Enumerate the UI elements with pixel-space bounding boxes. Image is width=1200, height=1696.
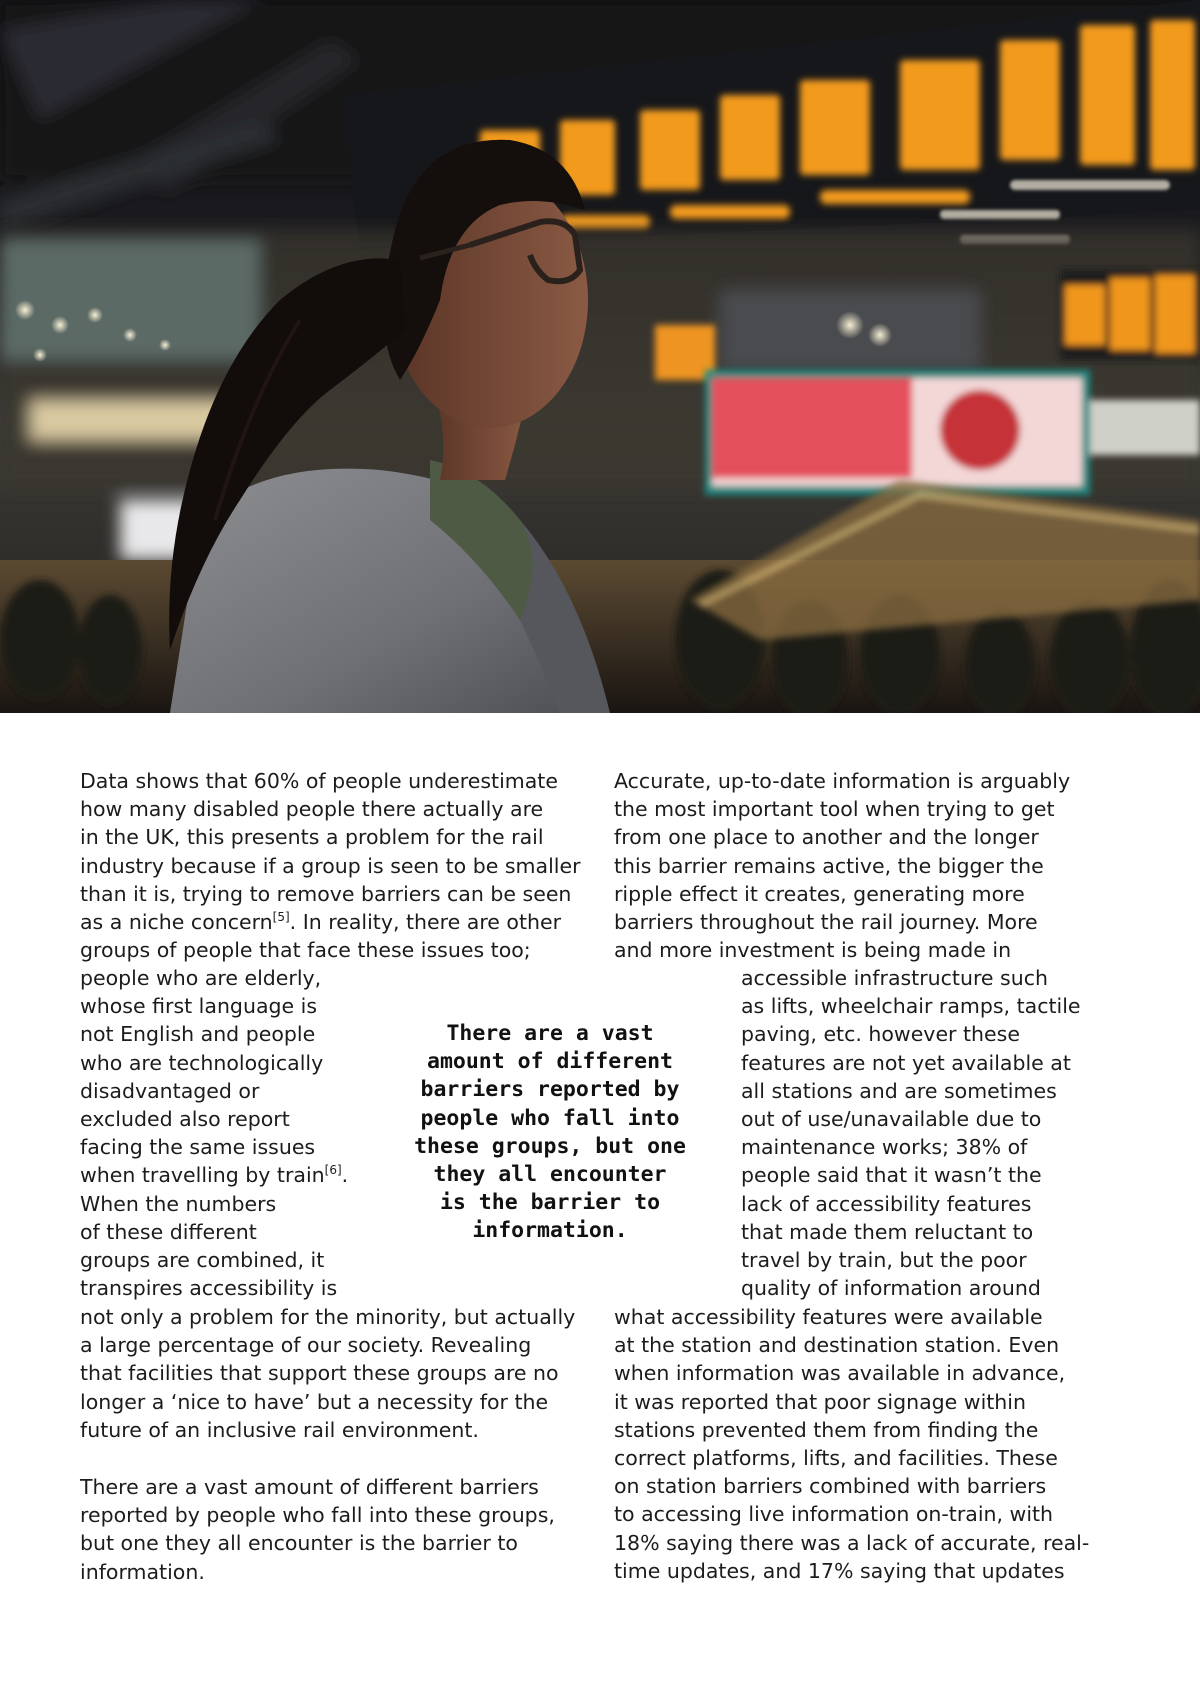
- footnote-ref-5: [5]: [272, 910, 290, 925]
- pull-quote: There are a vast amount of different barriers reported by people who fall into these groups, but one they all encounter is the barrier to information.: [414, 1021, 686, 1244]
- left-column-paragraph-1-end: not only a problem for the minority, but actually a large percentage of our society. Revealing that facilities that support these groups are no longer a ‘nice to have’ but a necessity for the future of an inclusive rail environment.: [80, 1305, 576, 1442]
- footnote-ref-6: [6]: [324, 1163, 342, 1178]
- right-column-paragraph-top: Accurate, up-to-date information is arguably the most important tool when trying to get from one place to another and the longer this barrier remains active, the bigger the ripple effect it creates, generating more barriers throughout the rail journey. More and more investment is being made in: [614, 769, 1071, 963]
- right-column-wrap-text: accessible infrastructure such as lifts, wheelchair ramps, tactile paving, etc. however these features are not yet available at all stations and are sometimes out of use/unavailable due to maintenance works; 38% of people said that it wasn’t the lack of accessibility features that made them reluctant to travel by train, but the poor quality of information around: [741, 966, 1081, 1301]
- hero-illustration: [0, 0, 1200, 713]
- right-column-paragraph-bottom: what accessibility features were available at the station and destination station. Even when information was available in advance, it was reported that poor signage within stations prevented them from finding the correct platforms, lifts, and facilities. These on station barriers combined with barriers to accessing live information on-train, with 18% saying there was a lack of accurate, real- time updates, and 17% saying that updates: [614, 1305, 1090, 1583]
- left-column-paragraph-2: There are a vast amount of different barriers reported by people who fall into these groups, but one they all encounter is the barrier to information.: [80, 1475, 555, 1584]
- left-column-wrap-text: people who are elderly, whose first language is not English and people who are technologically disadvantaged or excluded also report facing the same issues when travelling by train[6]. When the numbers of these different groups are combined, it transpires accessibility is: [80, 966, 349, 1301]
- hero-photo: [0, 0, 1200, 713]
- left-column-paragraph-1: Data shows that 60% of people underestimate how many disabled people there actually are in the UK, this presents a problem for the rail industry because if a group is seen to be smaller than it is, trying to remove barriers can be seen as a niche concern[5]. In reality, there are other groups of people that face these issues too;: [80, 769, 581, 963]
